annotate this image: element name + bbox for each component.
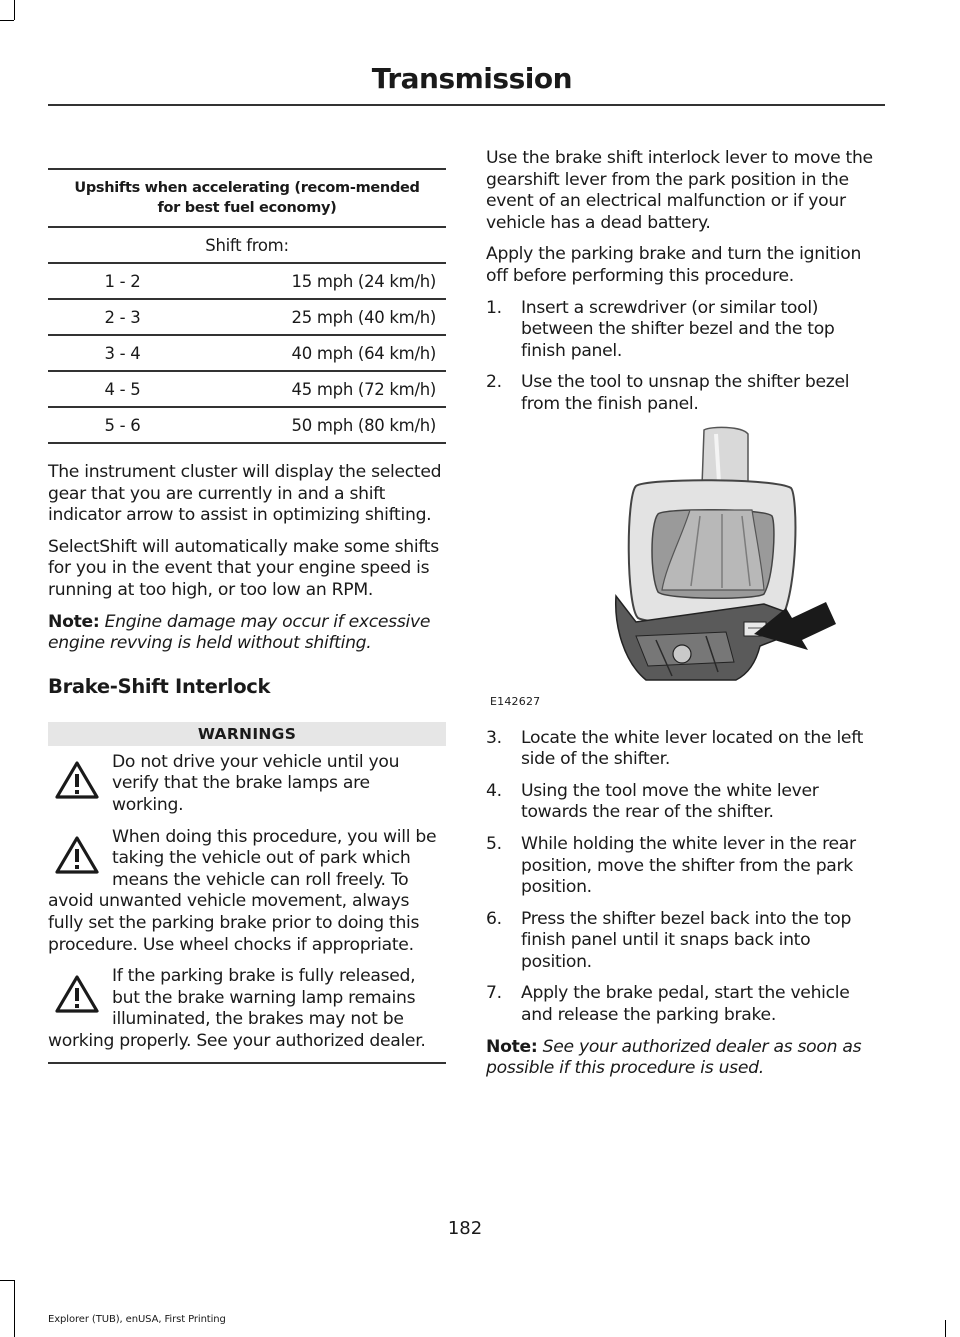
warning-triangle-icon [54,760,100,800]
step-text: Use the tool to unsnap the shifter bezel from the finish panel. [521,372,850,414]
left-column [48,168,446,1064]
step-number: 4. [486,780,502,801]
warnings-end-rule [48,1062,446,1064]
warning-item [48,827,446,957]
shifter-illustration-svg [486,426,884,716]
page-number: 182 [447,1218,483,1239]
figure-code: E142627 [490,694,541,708]
step-number: 3. [486,727,502,748]
shifter-bezel-illustration [486,426,884,716]
paragraph: Use the brake shift interlock lever to move the gearshift lever from the park position in the event of an electrical malfunction or if your vehicle has a dead battery. [486,148,873,233]
table-row [48,407,446,443]
list-item [486,983,884,1026]
list-item [486,298,884,363]
right-column [486,148,884,1090]
note [486,1037,884,1080]
paragraph: The instrument cluster will display the selected gear that you are currently in and a shift indicator arrow to assist in optimizing shifting. [48,462,442,526]
speed-cell: 25 mph (40 km/h) [247,299,446,335]
header-rule [48,104,885,106]
step-number: 1. [486,297,502,318]
step-text: Press the shifter bezel back into the top finish panel until it snaps back into position. [521,908,852,972]
gear-cell: 1 - 2 [48,263,247,299]
table-row [48,335,446,371]
step-number: 5. [486,833,502,854]
step-number: 2. [486,372,502,393]
gear-cell: 3 - 4 [48,335,247,371]
list-item [486,834,884,899]
warning-text: When doing this procedure, you will be taking the vehicle out of park which means the vehicle can roll freely. To avoid unwanted vehicle movement, always fully set the parking brake prior to doing this procedure. Use wheel chocks if appropriate. [48,826,437,955]
section-title: Brake-Shift Interlock [48,674,271,698]
crop-mark-bottom-left-v [14,1280,15,1337]
speed-cell: 50 mph (80 km/h) [247,407,446,443]
gear-cell: 4 - 5 [48,371,247,407]
note-label: Note: [48,611,100,632]
paragraph: SelectShift will automatically make some shifts for you in the event that your engine speed is running at too high, or too low an RPM. [48,536,439,600]
crop-mark-top-left-h [0,20,14,21]
paragraph: Apply the parking brake and turn the ignition off before performing this procedure. [486,244,862,286]
gear-cell: 5 - 6 [48,407,247,443]
step-text: While holding the white lever in the rear position, move the shifter from the park position. [521,833,856,898]
warning-triangle-icon [54,974,100,1014]
upshift-table-subheader: Shift from: [48,227,446,263]
crop-mark-bottom-left-h [0,1280,14,1281]
note-text: Engine damage may occur if excessive engine revving is held without shifting. [48,611,431,654]
table-row [48,371,446,407]
step-text: Apply the brake pedal, start the vehicle and release the parking brake. [521,983,850,1026]
speed-cell: 45 mph (72 km/h) [247,371,446,407]
step-text: Insert a screwdriver (or similar tool) between the shifter bezel and the top finish panel. [521,297,835,361]
table-row [48,299,446,335]
step-text: Locate the white lever located on the left side of the shifter. [521,727,864,770]
step-text: Using the tool move the white lever towards the rear of the shifter. [521,780,819,823]
list-item [486,781,884,824]
note-label: Note: [486,1036,538,1057]
page-title: Transmission [371,62,572,95]
speed-cell: 40 mph (64 km/h) [247,335,446,371]
upshift-table [48,168,446,444]
crop-mark-bottom-right-v [945,1320,946,1337]
note [48,612,446,655]
crop-mark-top-left-v [14,0,15,20]
steps-list [486,298,884,416]
warnings-title: WARNINGS [48,722,446,746]
table-row [48,263,446,299]
warning-text: If the parking brake is fully released, but the brake warning lamp remains illuminated, the brakes may not be working properly. See your authorized dealer. [48,966,426,1051]
step-number: 6. [486,908,502,929]
list-item [486,728,884,771]
list-item [486,909,884,974]
warning-text: Do not drive your vehicle until you verify that the brake lamps are working. [112,751,400,815]
warning-item [48,966,446,1052]
warning-triangle-icon [54,835,100,875]
warning-item [48,752,446,817]
footer-edition: Explorer (TUB), enUSA, First Printing [48,1314,226,1325]
gear-cell: 2 - 3 [48,299,247,335]
speed-cell: 15 mph (24 km/h) [247,263,446,299]
note-text: See your authorized dealer as soon as possible if this procedure is used. [486,1036,862,1079]
upshift-table-header: Upshifts when accelerating (recom-mended for best fuel economy) [48,169,446,227]
step-number: 7. [486,983,502,1004]
list-item [486,372,884,415]
steps-list [486,728,884,1027]
